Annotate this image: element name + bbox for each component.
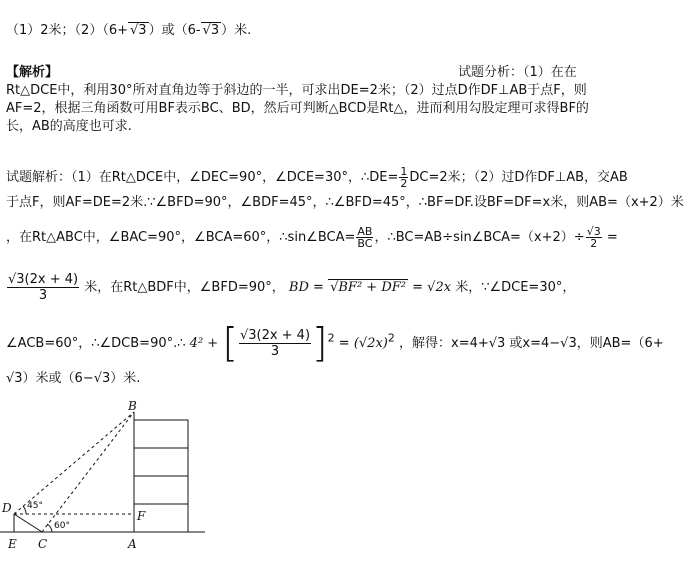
rhs-exponent: 2 (387, 331, 395, 345)
solution-line-6: √3）米或（6−√3）米. (6, 371, 141, 386)
solution-l5a: ∠ACB=60°，∴∠DCB=90°.∴ (6, 336, 186, 351)
segment-dc (14, 514, 42, 532)
left-bracket: [ (222, 320, 238, 367)
bd-symbol: BD (288, 280, 309, 295)
fraction-one-half: $\frac{1}{2}$ (400, 165, 408, 190)
rhs-expr: (√2x) (353, 336, 388, 351)
solution-line-1 (6, 166, 628, 189)
label-b: B (128, 399, 137, 413)
solution-line-4 (6, 272, 575, 303)
fraction-ab-bc: $\frac{AB}{BC}$ (357, 225, 373, 250)
answer-part-1: （1）2米；（2）（6+ (6, 23, 128, 38)
angle-60-label: 60° (54, 521, 70, 531)
answer-part-3: ）米. (221, 23, 252, 38)
solution-line-2: 于点F，则AF=DE=2米.∵∠BFD=90°，∠BDF=45°，∴∠BFD=45°，∴BF=DF.设BF=DF=x米，则AB=（x+2）米 (6, 195, 684, 210)
fraction-bc-squared: $\frac{√3(2x + 4)}{3}$ (239, 328, 311, 359)
label-c: C (38, 537, 48, 551)
analysis-line-3: 长，AB的高度也可求. (6, 119, 132, 134)
segment-db (14, 412, 134, 514)
solution-line-3 (6, 226, 618, 249)
label-e: E (8, 537, 17, 551)
solution-l5b: ，解得：x=4+√3 或x=4−√3，则AB=（6+ (399, 336, 664, 351)
analysis-tail-label: 试题分析：（1）在在 (458, 65, 577, 80)
label-d: D (2, 501, 12, 515)
equals-1: = (313, 280, 324, 295)
analysis-heading: 【解析】 (6, 65, 59, 80)
solution-l4a: 米，在Rt△BDF中，∠BFD=90°， (84, 280, 285, 295)
equals-3: = (338, 336, 350, 351)
bracket-exponent: 2 (327, 331, 335, 345)
fraction-sqrt3-over-2: $\frac{√3}{2}$ (586, 225, 601, 250)
solution-l4b: 米，∵∠DCE=30°， (455, 280, 576, 295)
analysis-line-2: AF=2，根据三角函数可用BF表示BC、BD，然后可判断△BCD是Rt△，进而利用勾股定理可求得BF的 (6, 101, 589, 116)
solution-l3b: ，∴BC=AB÷sin∠BCA=（x+2）÷ (374, 230, 585, 245)
solution-l3a: ，在Rt△ABC中，∠BAC=90°，∠BCA=60°，∴sin∠BCA= (6, 230, 356, 245)
solution-l1a: 试题解析：（1）在Rt△DCE中，∠DEC=90°，∠DCE=30°，∴DE= (6, 170, 399, 185)
fraction-bc-value: $\frac{√3(2x + 4)}{3}$ (8, 272, 79, 303)
answer-part-2: ）或（6- (148, 23, 201, 38)
angle-45-label: 45° (27, 501, 43, 511)
solution-l1b: DC=2米；（2）过D作DF⊥AB，交AB (409, 170, 628, 185)
solution-line-5 (6, 320, 664, 367)
right-bracket: ] (312, 320, 328, 367)
four-squared: 4² + (189, 336, 219, 351)
answer-line (6, 22, 251, 40)
label-a: A (128, 537, 137, 551)
solution-l3c: = (606, 230, 618, 245)
answer-sqrt-1: √3 (129, 23, 147, 38)
angle-45-arc (23, 506, 26, 514)
geometry-diagram (0, 398, 630, 568)
equals-2: = (412, 280, 424, 295)
sqrt-bf-df: √BF² + DF² (330, 280, 406, 295)
answer-sqrt-2: √3 (202, 23, 220, 38)
analysis-line-1: Rt△DCE中，利用30°所对直角边等于斜边的一半，可求出DE=2米；（2）过点D作DF⊥AB于点F，则 (6, 83, 587, 98)
bd-result: √2x (427, 280, 452, 295)
label-f: F (137, 509, 146, 523)
